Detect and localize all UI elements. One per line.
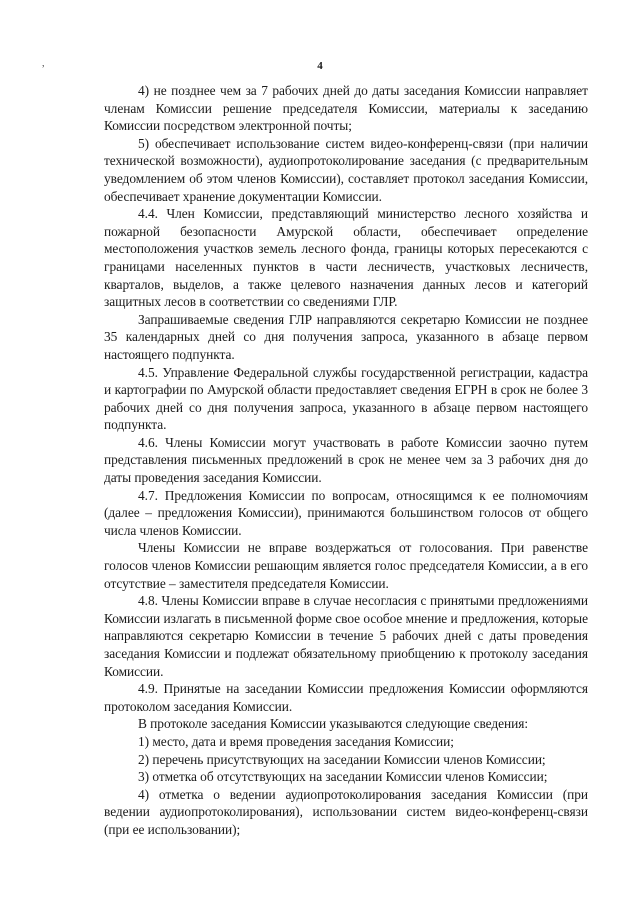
scan-mark: , bbox=[42, 58, 45, 69]
paragraph-4-7: 4.7. Предложения Комиссии по вопросам, относящимся к ее полномочиям (далее – предложения Комиссии), принимаются большинством голосов от общего числа членов Комиссии. bbox=[104, 487, 588, 538]
paragraph-4-5: 4.5. Управление Федеральной службы государственной регистрации, кадастра и картографии по Амурской области предоставляет сведения ЕГРН в срок не более 3 рабочих дней со дня получения запроса, указанного в абзаце первом настоящего подпункта. bbox=[104, 364, 588, 433]
paragraph-4-6: 4.6. Члены Комиссии могут участвовать в работе Комиссии заочно путем представления письменных предложений в срок не менее чем за 3 рабочих дня до даты проведения заседания Комиссии. bbox=[104, 434, 588, 486]
paragraph-4-3-item-4: 4) не позднее чем за 7 рабочих дней до даты заседания Комиссии направляет членам Комиссии решение председателя Комиссии, материалы к заседанию Комиссии посредством электронной почты; bbox=[104, 83, 588, 134]
protocol-item-1: 1) место, дата и время проведения заседания Комиссии; bbox=[138, 733, 454, 749]
paragraph-4-8: 4.8. Члены Комиссии вправе в случае несогласия с принятыми предложениями Комиссии излагать в письменной форме свое особое мнение и предложения, которые направляются секретарю Комиссии в течение 5 рабочих дней с даты проведения заседания Комиссии и подлежат обязательному приобщению к протоколу заседания Комиссии. bbox=[104, 593, 588, 679]
page-number: 4 bbox=[317, 60, 323, 72]
paragraph-4-3-item-5: 5) обеспечивает использование систем видео-конференц-связи (при наличии технической возможности), аудиопротоколирование заседания (с предварительным уведомлением об этом членов Комиссии), составляет протокол заседания Комиссии, обеспечивает хранение документации Комиссии. bbox=[104, 135, 588, 204]
paragraph-4-7-voting: Члены Комиссии не вправе воздержаться от голосования. При равенстве голосов членов Комиссии решающим является голос председателя Комиссии, а в его отсутствие – заместителя председателя Комиссии. bbox=[104, 540, 588, 591]
protocol-item-3: 3) отметка об отсутствующих на заседании Комиссии членов Комиссии; bbox=[138, 769, 548, 785]
protocol-item-2: 2) перечень присутствующих на заседании Комиссии членов Комиссии; bbox=[138, 751, 546, 767]
paragraph-4-4-glr-request: Запрашиваемые сведения ГЛР направляются секретарю Комиссии не позднее 35 календарных дней со дня получения запроса, указанного в абзаце первом настоящего подпункта. bbox=[104, 311, 588, 362]
paragraph-4-9: 4.9. Принятые на заседании Комиссии предложения Комиссии оформляются протоколом заседания Комиссии. bbox=[104, 681, 588, 714]
protocol-item-4: 4) отметка о ведении аудиопротоколирования заседания Комиссии (при ведении аудиопротоколирования), использовании систем видео-конференц-связи (при ее использовании); bbox=[104, 786, 588, 837]
document-body bbox=[104, 82, 588, 839]
paragraph-4-4: 4.4. Член Комиссии, представляющий министерство лесного хозяйства и пожарной безопасности Амурской области, обеспечивает определение местоположения участков земель лесного фонда, границы которых пересекаются с границами населенных пунктов в части лесничеств, участковых лесничеств, кварталов, выделов, а также целевого назначения данных лесов и категорий защитных лесов в соответствии со сведениями ГЛР. bbox=[104, 206, 588, 310]
protocol-intro: В протоколе заседания Комиссии указываются следующие сведения: bbox=[138, 716, 529, 732]
